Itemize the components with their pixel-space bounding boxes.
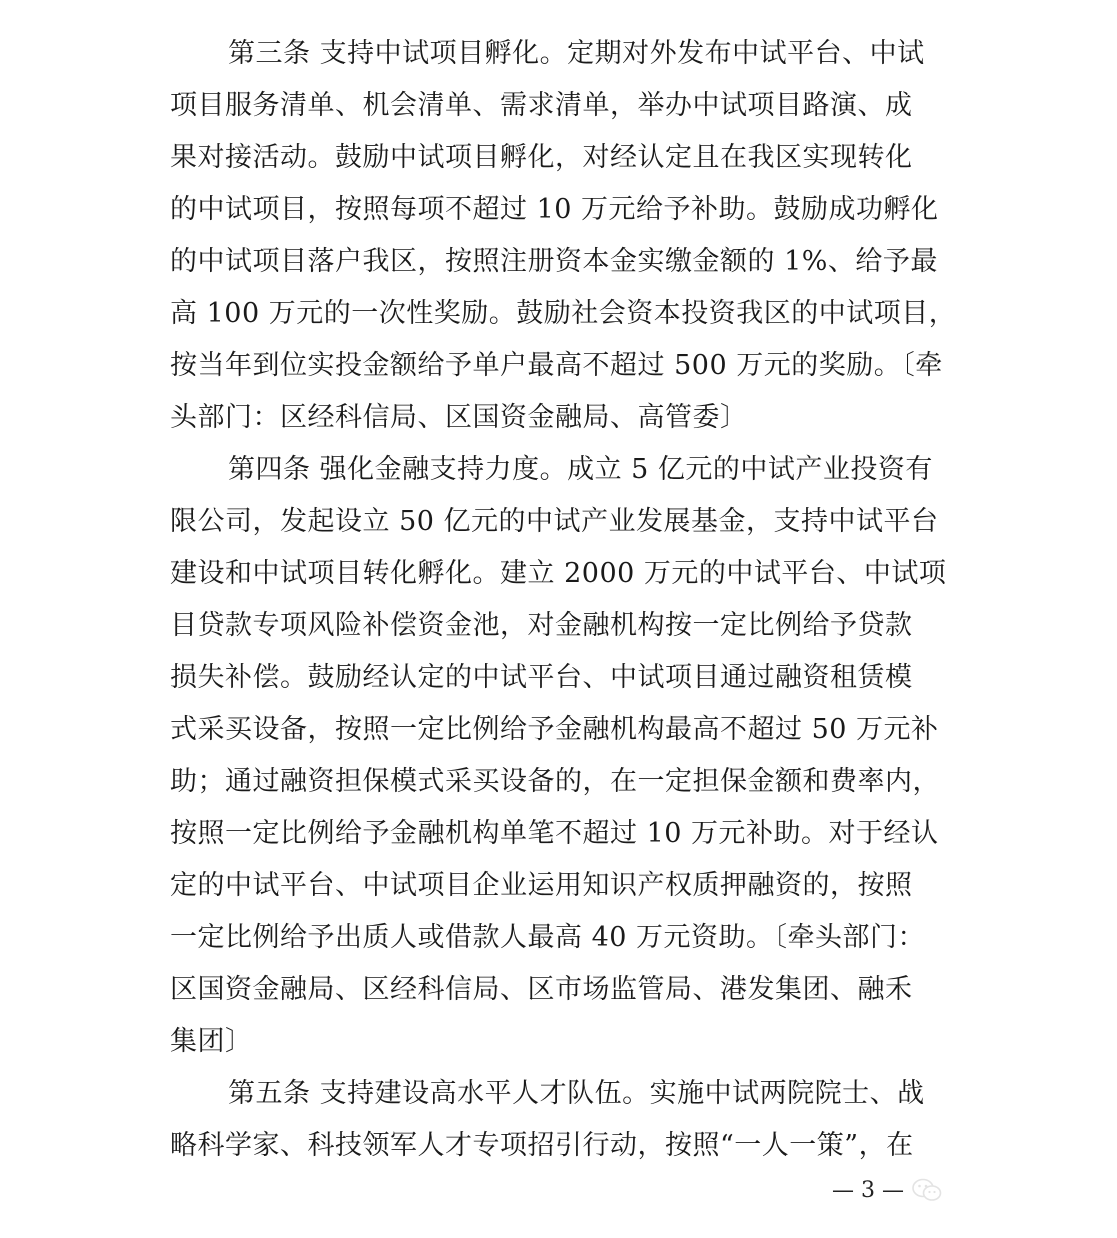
text-line: 第四条 强化金融支持力度。成立 5 亿元的中试产业投资有 — [228, 454, 933, 485]
text-line: 定的中试平台、中试项目企业运用知识产权质押融资的，按照 — [170, 870, 913, 901]
watermark — [912, 1170, 1092, 1210]
text-line: 高 100 万元的一次性奖励。鼓励社会资本投资我区的中试项目， — [170, 298, 957, 329]
text-line: 果对接活动。鼓励中试项目孵化，对经认定且在我区实现转化 — [170, 142, 913, 173]
text-line: 助；通过融资担保模式采买设备的，在一定担保金额和费率内， — [170, 766, 940, 797]
text-line: 建设和中试项目转化孵化。建立 2000 万元的中试平台、中试项 — [170, 558, 947, 589]
page-number: — 3 — — [832, 1178, 904, 1203]
wechat-logo-icon — [912, 1177, 942, 1203]
document-body — [170, 28, 960, 1172]
text-line: 按当年到位实投金额给予单户最高不超过 500 万元的奖励。〔牵 — [170, 350, 943, 381]
text-line: 的中试项目，按照每项不超过 10 万元给予补助。鼓励成功孵化 — [170, 194, 939, 225]
text-line: 一定比例给予出质人或借款人最高 40 万元资助。〔牵头部门： — [170, 922, 926, 953]
text-line: 损失补偿。鼓励经认定的中试平台、中试项目通过融资租赁模 — [170, 662, 913, 693]
text-line: 略科学家、科技领军人才专项招引行动，按照“一人一策”，在 — [170, 1130, 914, 1161]
text-line: 式采买设备，按照一定比例给予金融机构最高不超过 50 万元补 — [170, 714, 939, 745]
text-line: 集团〕 — [170, 1026, 253, 1057]
text-line: 区国资金融局、区经科信局、区市场监管局、港发集团、融禾 — [170, 974, 913, 1005]
text-line: 限公司，发起设立 50 亿元的中试产业发展基金，支持中试平台 — [170, 506, 939, 537]
text-line: 第五条 支持建设高水平人才队伍。实施中试两院院士、战 — [228, 1078, 925, 1109]
text-line: 头部门：区经科信局、区国资金融局、高管委〕 — [170, 402, 748, 433]
text-line: 的中试项目落户我区，按照注册资本金实缴金额的 1%、给予最 — [170, 246, 938, 277]
text-line: 按照一定比例给予金融机构单笔不超过 10 万元补助。对于经认 — [170, 818, 939, 849]
text-line: 第三条 支持中试项目孵化。定期对外发布中试平台、中试 — [228, 38, 925, 69]
text-line: 目贷款专项风险补偿资金池，对金融机构按一定比例给予贷款 — [170, 610, 913, 641]
text-line: 项目服务清单、机会清单、需求清单，举办中试项目路演、成 — [170, 90, 913, 121]
